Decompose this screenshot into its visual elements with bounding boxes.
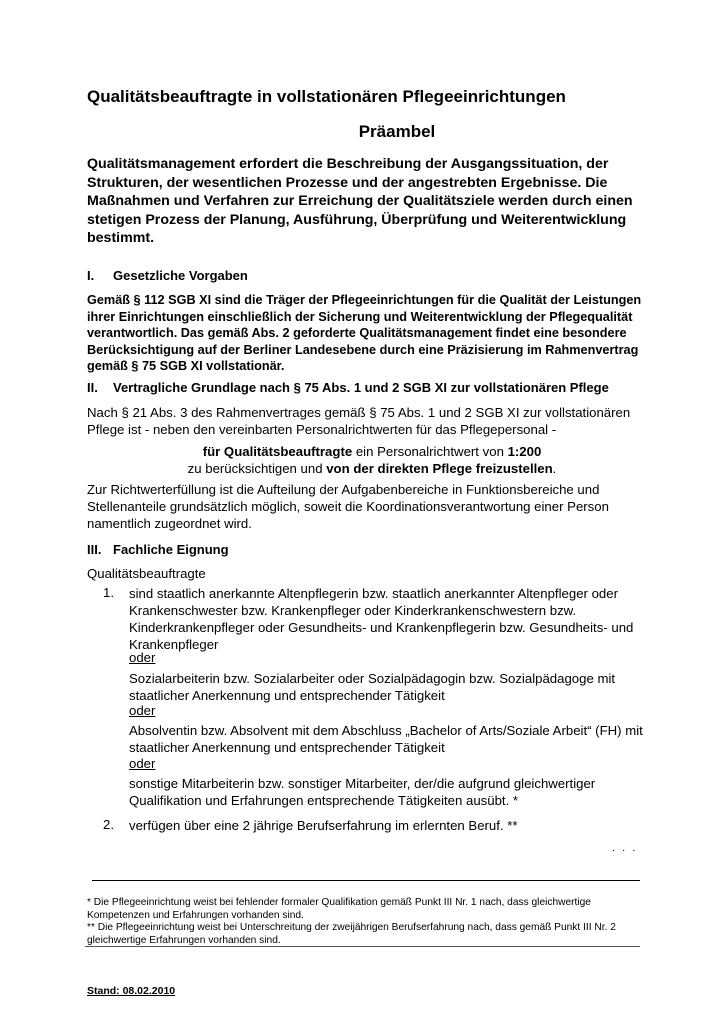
- normal-text: ein Personalrichtwert von: [352, 444, 508, 459]
- footnote-1: * Die Pflegeeinrichtung weist bei fehlender formaler Qualifikation gemäß Punkt III Nr. 1 nach, dass gleichwertige Kompetenzen und Erfahrungen vorhanden sind.: [87, 897, 591, 921]
- section-3-intro: Qualitätsbeauftragte: [87, 566, 206, 581]
- section-1-number: I.: [87, 268, 95, 283]
- list-item-text: verfügen über eine 2 jährige Berufserfahrung im erlernten Beruf. **: [129, 818, 518, 833]
- section-2-intro: Nach § 21 Abs. 3 des Rahmenvertrages gemäß § 75 Abs. 1 und 2 SGB XI zur vollstationären Pflege ist - neben den vereinbarten Personalrichtwerten für das Pflegepersonal -: [87, 405, 631, 437]
- footnote-bottom-rule: [85, 946, 640, 947]
- preamble-heading: Präambel: [358, 122, 436, 141]
- section-2-center-line-1: [87, 443, 657, 460]
- section-3-title: Fachliche Eignung: [113, 542, 229, 557]
- stand-date: Stand: 08.02.2010: [87, 985, 176, 997]
- section-1-heading: [87, 268, 248, 283]
- normal-text: .: [552, 461, 557, 476]
- section-3-heading: [87, 542, 229, 557]
- list-item-option: Absolventin bzw. Absolvent mit dem Abschluss „Bachelor of Arts/Soziale Arbeit“ (FH) mit staatlicher Anerkennung und entsprechender Tätigkeit: [129, 723, 643, 755]
- or-separator: oder: [129, 703, 156, 718]
- or-separator: oder: [129, 650, 156, 665]
- section-1-title: Gesetzliche Vorgaben: [113, 268, 248, 283]
- list-item-option: sonstige Mitarbeiterin bzw. sonstiger Mitarbeiter, der/die aufgrund gleichwertiger Qualifikation und Erfahrungen entsprechende Tätigkeiten ausübt. *: [129, 776, 596, 808]
- emphasis-text: für Qualitätsbeauftragte: [202, 444, 353, 459]
- section-2-title: Vertragliche Grundlage nach § 75 Abs. 1 und 2 SGB XI zur vollstationären Pflege: [113, 380, 609, 395]
- section-3-number: III.: [87, 542, 102, 557]
- list-item-number: 2.: [103, 817, 114, 832]
- section-1-text: Gemäß § 112 SGB XI sind die Träger der Pflegeeinrichtungen für die Qualität der Leistungen ihrer Einrichtungen einschließlich der Sicherung und Weiterentwicklung der Pflegequalität verantwortlich. Das gemäß Abs. 2 geforderte Qualitätsmanagement findet eine besondere Berücksichtigung auf der Berliner Landesebene durch eine Präzisierung im Rahmenvertrag gemäß § 75 SGB XI vollstationär.: [87, 293, 642, 374]
- list-item-number: 1.: [103, 585, 114, 600]
- footnote-divider: [92, 880, 640, 881]
- continuation-marker: . . .: [612, 842, 638, 854]
- section-2-heading: [87, 380, 609, 395]
- normal-text: zu berücksichtigen und: [187, 461, 327, 476]
- emphasis-text: von der direkten Pflege freizustellen: [326, 461, 553, 476]
- section-2-number: II.: [87, 380, 98, 395]
- ratio-value: 1:200: [507, 444, 542, 459]
- list-item-option: sind staatlich anerkannte Altenpflegerin bzw. staatlich anerkannter Altenpfleger oder Krankenschwester bzw. Krankenpfleger oder Kinderkrankenschwestern bzw. Kinderkrankenpfleger oder Gesundheits- und Krankenpflegerin bzw. Gesundheits- und Krankenpfleger: [129, 586, 634, 652]
- section-2-center-line-2: [87, 460, 657, 477]
- section-2-outro: Zur Richtwerterfüllung ist die Aufteilung der Aufgabenbereiche in Funktionsbereiche und Stellenanteile grundsätzlich möglich, soweit die Koordinationsverantwortung einer Person namentlich zugeordnet wird.: [87, 482, 609, 531]
- preamble-text: Qualitätsmanagement erfordert die Beschreibung der Ausgangssituation, der Strukturen, der wesentlichen Prozesse und der angestrebten Ergebnisse. Die Maßnahmen und Verfahren zur Erreichung der Qualitätsziele werden durch einen stetigen Prozess der Planung, Ausführung, Überprüfung und Weiterentwicklung bestimmt.: [87, 156, 633, 247]
- footnote-2: ** Die Pflegeeinrichtung weist bei Unterschreitung der zweijährigen Berufserfahrung nach, dass gemäß Punkt III Nr. 2 gleichwertige Erfahrungen vorhanden sind.: [87, 922, 616, 946]
- document-title: Qualitätsbeauftragte in vollstationären Pflegeeinrichtungen: [87, 87, 566, 106]
- list-item-option: Sozialarbeiterin bzw. Sozialarbeiter oder Sozialpädagogin bzw. Sozialpädagoge mit staatlicher Anerkennung und entsprechender Tätigkeit: [129, 671, 616, 703]
- or-separator: oder: [129, 756, 156, 771]
